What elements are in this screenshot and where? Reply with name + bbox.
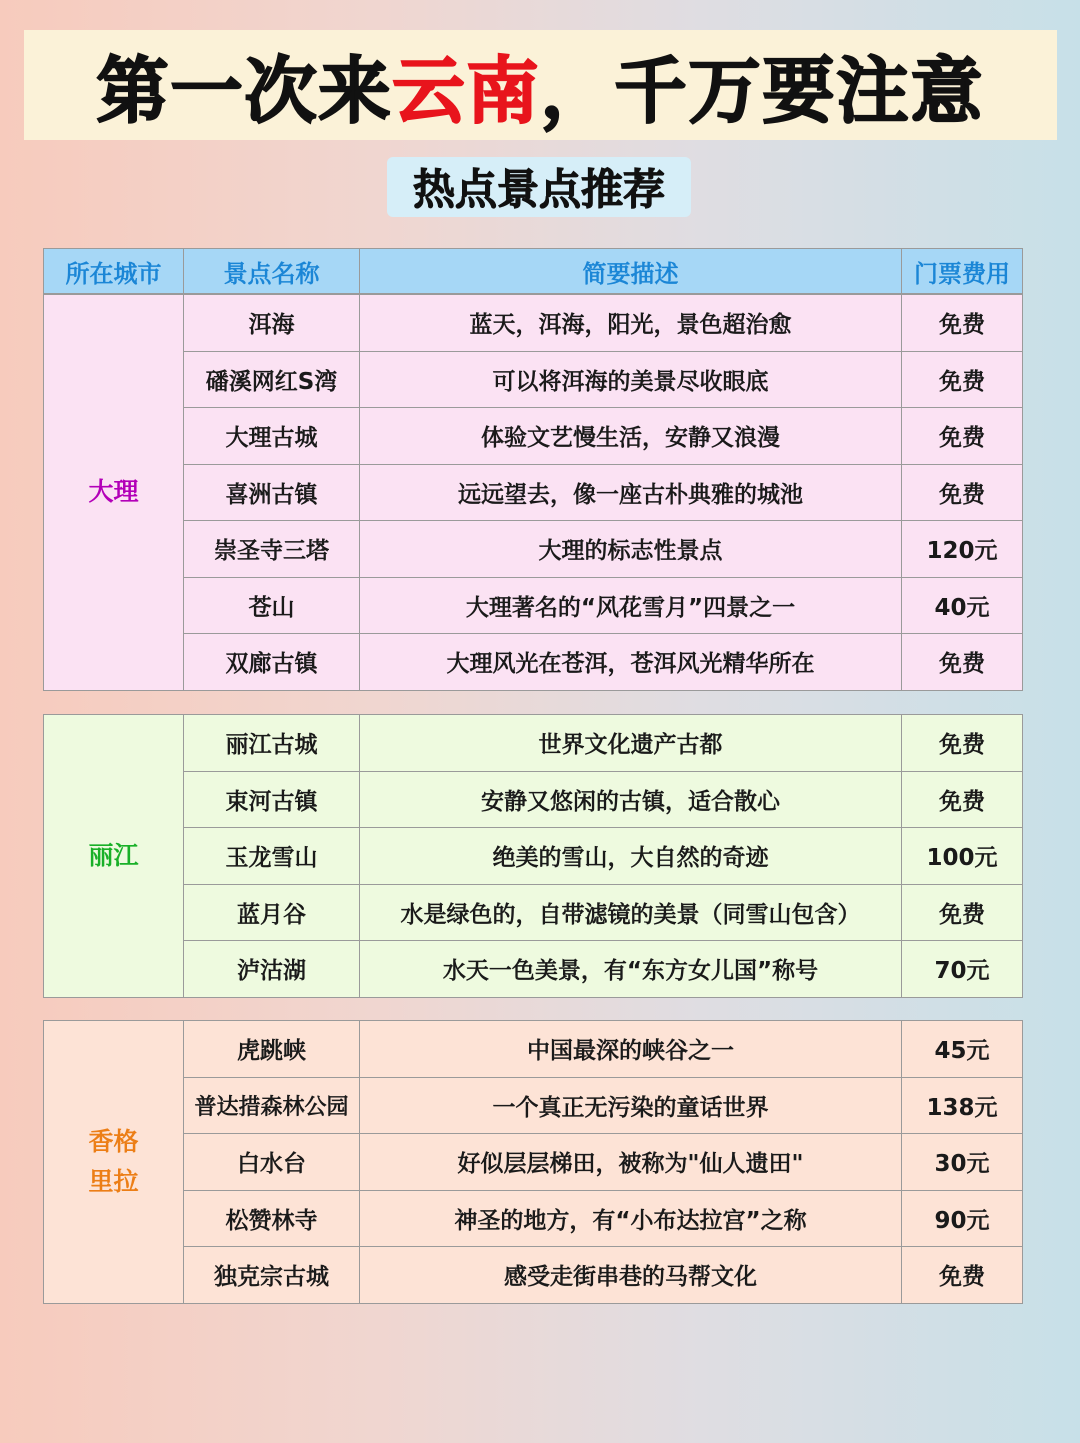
spot-name: 双廊古镇 bbox=[184, 634, 360, 691]
spot-name: 松赞林寺 bbox=[184, 1190, 360, 1247]
spot-desc: 可以将洱海的美景尽收眼底 bbox=[360, 351, 902, 408]
spot-fee: 免费 bbox=[902, 634, 1023, 691]
table-row bbox=[44, 634, 1023, 691]
spot-desc: 神圣的地方，有“小布达拉宫”之称 bbox=[360, 1190, 902, 1247]
spot-name: 崇圣寺三塔 bbox=[184, 521, 360, 578]
table-header bbox=[43, 248, 1022, 294]
table-row bbox=[44, 351, 1023, 408]
spot-fee: 45元 bbox=[902, 1021, 1023, 1078]
spot-name: 蓝月谷 bbox=[184, 884, 360, 941]
spot-desc: 绝美的雪山，大自然的奇迹 bbox=[360, 828, 902, 885]
header-row bbox=[44, 249, 1023, 294]
table-row bbox=[44, 577, 1023, 634]
spot-desc: 世界文化遗产古都 bbox=[360, 715, 902, 772]
spot-desc: 感受走街串巷的马帮文化 bbox=[360, 1247, 902, 1304]
table-row bbox=[44, 715, 1023, 772]
spot-fee: 30元 bbox=[902, 1134, 1023, 1191]
spot-fee: 120元 bbox=[902, 521, 1023, 578]
table-row bbox=[44, 1247, 1023, 1304]
spot-name: 独克宗古城 bbox=[184, 1247, 360, 1304]
spot-fee: 138元 bbox=[902, 1077, 1023, 1134]
spot-fee: 免费 bbox=[902, 884, 1023, 941]
spot-desc: 水是绿色的，自带滤镜的美景（同雪山包含） bbox=[360, 884, 902, 941]
spot-desc: 蓝天，洱海，阳光，景色超治愈 bbox=[360, 295, 902, 352]
spot-desc: 大理的标志性景点 bbox=[360, 521, 902, 578]
spot-fee: 70元 bbox=[902, 941, 1023, 998]
table-row bbox=[44, 1077, 1023, 1134]
header-city: 所在城市 bbox=[44, 249, 184, 294]
spot-fee: 免费 bbox=[902, 715, 1023, 772]
subtitle-box bbox=[387, 157, 691, 217]
table-row bbox=[44, 464, 1023, 521]
spot-name: 白水台 bbox=[184, 1134, 360, 1191]
header-fee: 门票费用 bbox=[902, 249, 1023, 294]
spot-fee: 免费 bbox=[902, 351, 1023, 408]
spot-desc: 一个真正无污染的童话世界 bbox=[360, 1077, 902, 1134]
table-row bbox=[44, 884, 1023, 941]
dali-table bbox=[43, 294, 1023, 691]
group-shangrila bbox=[43, 1020, 1022, 1304]
spot-fee: 免费 bbox=[902, 408, 1023, 465]
city-cell bbox=[44, 1021, 184, 1304]
spot-fee: 100元 bbox=[902, 828, 1023, 885]
city-label: 香格 里拉 bbox=[88, 1126, 139, 1196]
spot-name: 苍山 bbox=[184, 577, 360, 634]
table-row bbox=[44, 941, 1023, 998]
city-cell: 大理 bbox=[44, 295, 184, 691]
spot-desc: 远远望去，像一座古朴典雅的城池 bbox=[360, 464, 902, 521]
spot-desc: 体验文艺慢生活，安静又浪漫 bbox=[360, 408, 902, 465]
spot-name: 磻溪网红S湾 bbox=[184, 351, 360, 408]
spot-desc: 中国最深的峡谷之一 bbox=[360, 1021, 902, 1078]
header-name: 景点名称 bbox=[184, 249, 360, 294]
spot-fee: 免费 bbox=[902, 464, 1023, 521]
group-dali bbox=[43, 294, 1022, 691]
spot-fee: 免费 bbox=[902, 1247, 1023, 1304]
table-row bbox=[44, 521, 1023, 578]
spot-fee: 40元 bbox=[902, 577, 1023, 634]
title-accent: 云南 bbox=[392, 49, 541, 133]
spot-desc: 安静又悠闲的古镇，适合散心 bbox=[360, 771, 902, 828]
shangrila-table bbox=[43, 1020, 1023, 1304]
spot-desc: 好似层层梯田，被称为"仙人遗田" bbox=[360, 1134, 902, 1191]
spot-desc: 大理著名的“风花雪月”四景之一 bbox=[360, 577, 902, 634]
table-row bbox=[44, 295, 1023, 352]
spot-name: 虎跳峡 bbox=[184, 1021, 360, 1078]
header-desc: 简要描述 bbox=[360, 249, 902, 294]
spot-name: 丽江古城 bbox=[184, 715, 360, 772]
spot-name: 束河古镇 bbox=[184, 771, 360, 828]
title-part1: 第一次来 bbox=[96, 49, 393, 133]
spot-name: 大理古城 bbox=[184, 408, 360, 465]
spot-fee: 免费 bbox=[902, 771, 1023, 828]
group-lijiang bbox=[43, 714, 1022, 998]
title-part2: ，千万要注意 bbox=[540, 49, 985, 133]
spot-fee: 免费 bbox=[902, 295, 1023, 352]
spot-name: 玉龙雪山 bbox=[184, 828, 360, 885]
table-row bbox=[44, 828, 1023, 885]
city-cell: 丽江 bbox=[44, 715, 184, 998]
table-row bbox=[44, 771, 1023, 828]
spot-fee: 90元 bbox=[902, 1190, 1023, 1247]
table-row bbox=[44, 1190, 1023, 1247]
spot-name: 洱海 bbox=[184, 295, 360, 352]
spot-desc: 水天一色美景，有“东方女儿国”称号 bbox=[360, 941, 902, 998]
subtitle: 热点景点推荐 bbox=[412, 165, 665, 214]
spot-desc: 大理风光在苍洱，苍洱风光精华所在 bbox=[360, 634, 902, 691]
page-title bbox=[96, 33, 984, 137]
spot-name: 喜洲古镇 bbox=[184, 464, 360, 521]
spot-name: 泸沽湖 bbox=[184, 941, 360, 998]
spot-name: 普达措森林公园 bbox=[184, 1077, 360, 1134]
table-row bbox=[44, 1021, 1023, 1078]
table-row bbox=[44, 1134, 1023, 1191]
title-banner bbox=[24, 30, 1057, 140]
table-row bbox=[44, 408, 1023, 465]
lijiang-table bbox=[43, 714, 1023, 998]
